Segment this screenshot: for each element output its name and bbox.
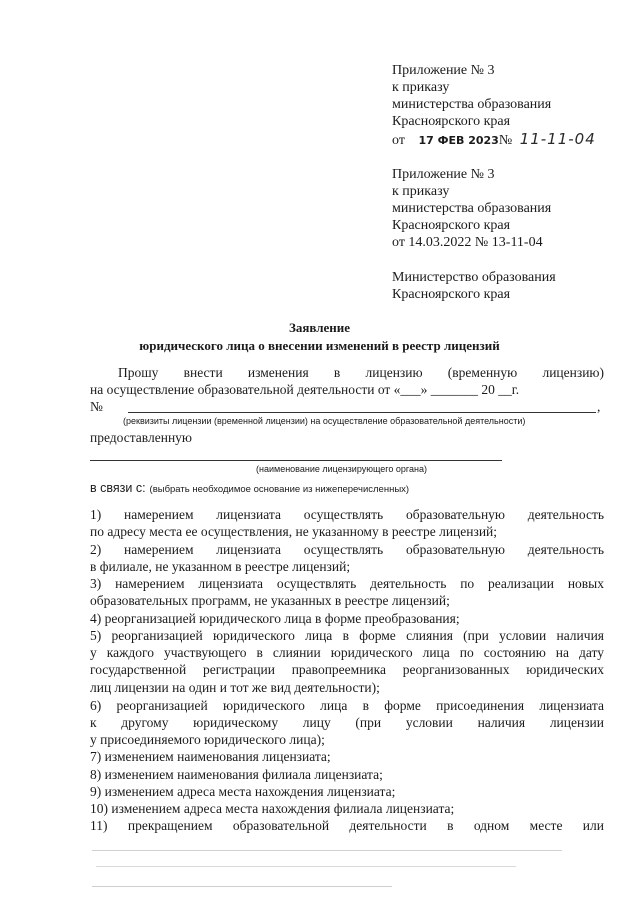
license-requisites-comma: , (597, 399, 601, 414)
reason-2-line2: в филиале, не указанном в реестре лицензий; (90, 559, 351, 574)
appendix-1-line1: Приложение № 3 (392, 63, 495, 78)
reason-5-line4: лиц лицензии на один и тот же вид деятельности); (90, 680, 380, 695)
reason-1-line1: 1) намерением лицензиата осуществлять образовательную деятельность (90, 507, 604, 522)
in-connection-label: в связи с: (90, 481, 146, 495)
handwritten-number: 11-11-04 (519, 130, 596, 148)
appendix-2-line4: Красноярского края (392, 218, 511, 233)
reason-10: 10) изменением адреса места нахождения филиала лицензиата; (90, 801, 455, 816)
appendix-2-line3: министерства образования (392, 201, 552, 216)
request-line1: Прошу внести изменения в лицензию (временную лицензию) (118, 365, 604, 380)
reason-6-line1: 6) реорганизацией юридического лица в форме присоединения лицензиата (90, 698, 604, 713)
appendix-1-line4: Красноярского края (392, 114, 511, 129)
reason-11-line1: 11) прекращением образовательной деятельности в одном месте или (90, 818, 604, 833)
reason-5-line3: государственной регистрации правопреемника реорганизованных юридических (90, 662, 604, 677)
appendix-1-from-label: от (392, 133, 405, 148)
reason-5-line1: 5) реорганизацией юридического лица в форме слияния (при условии наличия (90, 628, 604, 643)
in-connection-hint: (выбрать необходимое основание из нижеперечисленных) (149, 484, 410, 495)
license-requisites-hint: (реквизиты лицензии (временной лицензии) на осуществление образовательной деятельности) (123, 416, 526, 426)
reason-8: 8) изменением наименования филиала лицензиата; (90, 767, 383, 782)
addressee-line1: Министерство образования (392, 270, 556, 285)
reason-5-line2: у каждого участвующего в слиянии юридического лица по состоянию на дату (90, 645, 604, 660)
date-stamp: 17 ФЕВ 2023 (418, 134, 499, 147)
appendix-1-date-row (392, 131, 596, 149)
reason-3-line2: образовательных программ, не указанных в реестре лицензий; (90, 593, 450, 608)
appendix-1-number-label: № (498, 133, 513, 148)
reason-7: 7) изменением наименования лицензиата; (90, 749, 331, 764)
appendix-2-line2: к приказу (392, 184, 450, 199)
appendix-1-line2: к приказу (392, 80, 450, 95)
provided-label: предоставленную (90, 430, 193, 445)
reason-1-line2: по адресу места ее осуществления, не указанному в реестре лицензий; (90, 524, 498, 539)
addressee-line2: Красноярского края (392, 287, 511, 302)
reason-6-line3: у присоединяемого юридического лица); (90, 732, 325, 747)
in-connection-row (90, 479, 409, 497)
appendix-1-line3: министерства образования (392, 97, 552, 112)
reason-3-line1: 3) намерением лицензиата осуществлять деятельность по реализации новых (90, 576, 604, 591)
appendix-2-line1: Приложение № 3 (392, 167, 495, 182)
document-title: Заявление (288, 320, 351, 335)
license-number-label: № (90, 399, 103, 414)
reason-6-line2: к другому юридическому лицу (при условии наличия лицензии (90, 715, 604, 730)
license-requisites-line[interactable] (128, 412, 596, 413)
appendix-2-line5: от 14.03.2022 № 13-11-04 (392, 235, 543, 250)
reason-2-line1: 2) намерением лицензиата осуществлять образовательную деятельность (90, 542, 604, 557)
licensing-authority-hint: (наименование лицензирующего органа) (256, 464, 427, 474)
reason-9: 9) изменением адреса места нахождения лицензиата; (90, 784, 396, 799)
reason-4: 4) реорганизацией юридического лица в форме преобразования; (90, 611, 460, 626)
licensing-authority-line[interactable] (90, 460, 502, 461)
document-subtitle: юридического лица о внесении изменений в реестр лицензий (139, 338, 500, 353)
request-line2: на осуществление образовательной деятельности от «___» _______ 20 __г. (90, 382, 520, 397)
